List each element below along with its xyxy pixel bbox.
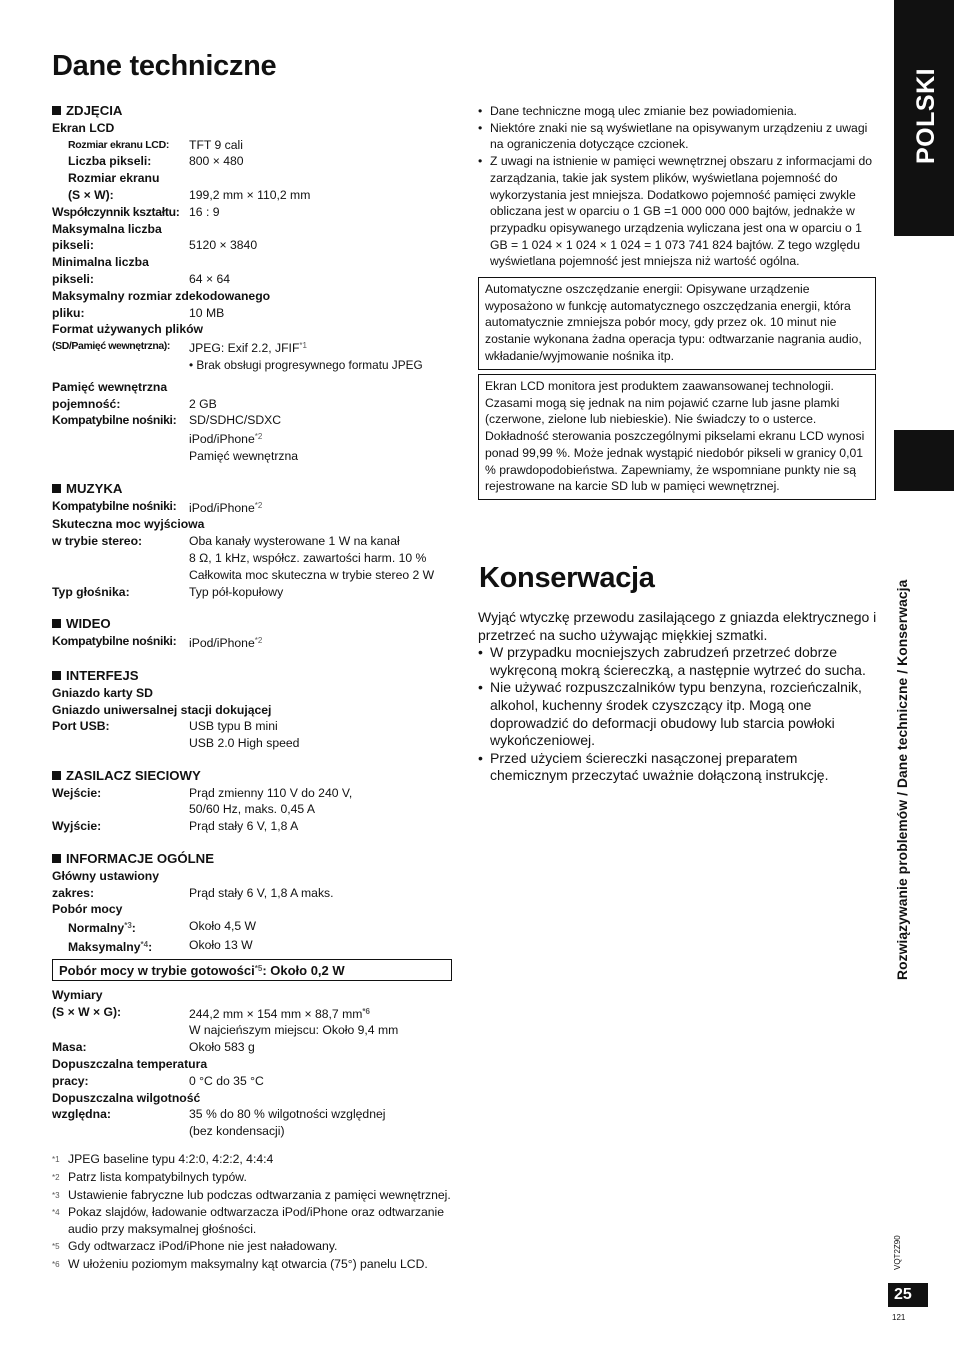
spec-label: Maksymalna liczba bbox=[52, 221, 162, 236]
spec-row: pikseli: 5120 × 3840 bbox=[52, 238, 258, 253]
spec-row: Port USB: USB typu B mini bbox=[52, 719, 278, 734]
page-number-badge bbox=[888, 1283, 928, 1307]
maintenance-title: Konserwacja bbox=[479, 562, 655, 594]
footnote: *6 W ułożeniu poziomym maksymalny kąt otwarcia (75°) panelu LCD. bbox=[52, 1256, 428, 1271]
list-item: • W przypadku mocniejszych zabrudzeń przetrzeć dobrze wykręconą mokrą ściereczką, a następnie wytrzeć do sucha. bbox=[478, 644, 878, 679]
maintenance-text bbox=[478, 609, 878, 785]
spec-label: Skuteczna moc wyjściowa bbox=[52, 517, 205, 532]
page-title: Dane techniczne bbox=[52, 50, 277, 82]
spec-row: pikseli: 64 × 64 bbox=[52, 271, 231, 286]
maintenance-intro: Wyjąć wtyczkę przewodu zasilającego z gniazda elektrycznego i przetrzeć na sucho używając miękkiej szmatki. bbox=[478, 609, 877, 643]
energy-saving-box: Automatyczne oszczędzanie energii: Opisywane urządzenie wyposażono w funkcję automatycznego oszczędzania energii, która automatycznie zmniejsza pobór mocy, gdy przez ok. 10 minut nie zostanie wykonana żadna operacja typu: odtwarzanie nagrania audio, wkładanie/wyjmowanie nośnika itp. bbox=[478, 277, 876, 370]
spec-row: USB 2.0 High speed bbox=[189, 736, 300, 751]
footnote: *2 Patrz lista kompatybilnych typów. bbox=[52, 1169, 247, 1184]
language-tab bbox=[894, 0, 954, 236]
spec-row: zakres: Prąd stały 6 V, 1,8 A maks. bbox=[52, 885, 334, 900]
section-label: Rozwiązywanie problemów / Dane techniczne / Konserwacja bbox=[895, 579, 910, 980]
spec-label: Dopuszczalna temperatura bbox=[52, 1057, 208, 1072]
spec-label: Minimalna liczba bbox=[52, 255, 149, 270]
section-wideo: WIDEO bbox=[52, 616, 452, 633]
spec-row: Całkowita moc skuteczna w trybie stereo 2 W bbox=[189, 567, 435, 582]
section-tab bbox=[894, 430, 954, 491]
spec-row: iPod/iPhone$^{*2}$ bbox=[189, 432, 263, 447]
section-zdjecia: ZDJĘCIA bbox=[52, 103, 452, 120]
lcd-info-box: Ekran LCD monitora jest produktem zaawansowanej technologii. Czasami mogą się jednak na nim pojawić czarne lub jasne plamki (czerwone, zielone lub niebieskie). Nie świadczy to o usterce. Dokładność sterowania poszczególnymi pikselami ekranu LCD wynosi ponad 99,99 %. Może jednak wystąpić niedobór pikseli w granicy 0,01 % prawdopodobieństwa. Zapewniamy, że wspomniane punkty nie są rejestrowane na karcie SD lub w pamięci wewnętrznej. bbox=[478, 374, 876, 500]
spec-row: (SD/Pamięć wewnętrzna): JPEG: Exif 2.2, JFIF$^{*1}$ bbox=[52, 340, 307, 356]
spec-row: Kompatybilne nośniki: iPod/iPhone$^{*2}$ bbox=[52, 634, 263, 651]
notes-list bbox=[478, 103, 876, 270]
spec-row: pojemność: 2 GB bbox=[52, 396, 217, 411]
spec-label: Wymiary bbox=[52, 987, 103, 1002]
page-number-small: 121 bbox=[892, 1313, 906, 1322]
spec-row: w trybie stereo: Oba kanały wysterowane 1 W na kanał bbox=[52, 534, 400, 549]
document-code: VQT2Z90 bbox=[893, 1235, 902, 1270]
footnotes bbox=[52, 1151, 452, 1274]
section-interfejs: INTERFEJS bbox=[52, 668, 452, 685]
spec-row: Współczynnik kształtu: 16 : 9 bbox=[52, 204, 220, 219]
spec-label: Ekran LCD bbox=[52, 120, 115, 135]
footnote: *3 Ustawienie fabryczne lub podczas odtwarzania z pamięci wewnętrznej. bbox=[52, 1187, 451, 1202]
spec-row: Pamięć wewnętrzna bbox=[189, 448, 299, 463]
spec-label: Pobór mocy bbox=[52, 902, 123, 917]
spec-row: pliku: 10 MB bbox=[52, 305, 225, 320]
page-number: 25 bbox=[894, 1286, 912, 1303]
spec-row: (S × W × G): 244,2 mm × 154 mm × 88,7 $mm^{*6}$ bbox=[52, 1004, 370, 1021]
footnote: *5 Gdy odtwarzacz iPod/iPhone nie jest naładowany. bbox=[52, 1238, 338, 1253]
square-bullet-icon bbox=[52, 619, 61, 628]
spec-row: Masa: Około 583 g bbox=[52, 1040, 255, 1055]
list-item: • Dane techniczne mogą ulec zmianie bez powiadomienia. bbox=[478, 103, 876, 120]
spec-row: Rozmiar ekranu LCD: TFT 9 cali bbox=[68, 137, 243, 152]
spec-row: 8 Ω, 1 kHz, współcz. zawartości harm. 10 % bbox=[189, 550, 427, 565]
spec-label: Maksymalny rozmiar zdekodowanego bbox=[52, 288, 271, 303]
square-bullet-icon bbox=[52, 771, 61, 780]
spec-row: Wyjście: Prąd stały 6 V, 1,8 A bbox=[52, 819, 299, 834]
footnote: *1 JPEG baseline typu 4:2:0, 4:2:2, 4:4:4 bbox=[52, 1152, 274, 1166]
section-zasilacz: ZASILACZ SIECIOWY bbox=[52, 768, 452, 785]
square-bullet-icon bbox=[52, 106, 61, 115]
spec-label: Format używanych plików bbox=[52, 322, 204, 337]
spec-row: Liczba pikseli: 800 × 480 bbox=[68, 154, 244, 169]
spec-row: pracy: 0 °C do 35 °C bbox=[52, 1073, 264, 1088]
language-label: POLSKI bbox=[912, 67, 940, 164]
spec-row: Maksymalny$^{*4}$: Około 13 W bbox=[68, 938, 253, 955]
square-bullet-icon bbox=[52, 671, 61, 680]
spec-row: • Brak obsługi progresywnego formatu JPEG bbox=[189, 357, 423, 372]
spec-row: względna: 35 % do 80 % wilgotności względnej bbox=[52, 1107, 386, 1122]
footnote: *4 Pokaz slajdów, ładowanie odtwarzacza iPod/iPhone oraz odtwarzanie audio przy maksymalnej głośności. bbox=[52, 1205, 445, 1237]
spec-row: Kompatybilne nośniki: iPod/iPhone$^{*2}$ bbox=[52, 498, 263, 515]
square-bullet-icon bbox=[52, 854, 61, 863]
list-item: • Nie używać rozpuszczalników typu benzyna, rozcieńczalnik, alkohol, kuchenny środek czyszczący itp. Mogą one doprowadzić do deformacji obudowy lub starcia powłoki wykończeniowej. bbox=[478, 679, 878, 749]
section-muzyka: MUZYKA bbox=[52, 481, 452, 498]
spec-label: Gniazdo uniwersalnej stacji dokującej bbox=[52, 702, 272, 717]
spec-label: Dopuszczalna wilgotność bbox=[52, 1090, 201, 1105]
square-bullet-icon bbox=[52, 484, 61, 493]
spec-label: Gniazdo karty SD bbox=[52, 685, 153, 700]
spec-row: (bez kondensacji) bbox=[189, 1124, 285, 1139]
list-item: • Niektóre znaki nie są wyświetlane na opisywanym urządzeniu z uwagi na ograniczenia dotyczące czcionek. bbox=[478, 120, 876, 153]
standby-power-box: Pobór mocy w trybie gotowości$^{*5}$: Około 0,2 W bbox=[52, 959, 452, 981]
spec-row: Wejście: Prąd zmienny 110 V do 240 V, bbox=[52, 785, 353, 800]
spec-row: Rozmiar ekranu bbox=[68, 171, 160, 186]
specs-column bbox=[52, 103, 452, 1140]
section-informacje: INFORMACJE OGÓLNE bbox=[52, 851, 452, 868]
spec-row: 50/60 Hz, maks. 0,45 A bbox=[189, 802, 316, 817]
spec-row: (S × W): 199,2 mm × 110,2 mm bbox=[68, 187, 311, 202]
spec-label: Główny ustawiony bbox=[52, 868, 159, 883]
list-item: • Z uwagi na istnienie w pamięci wewnętrznej obszaru z informacjami do zarządzania, takie jak system plików, wyświetlana pojemność do wykorzystania jest mniejsza. Dodatkowo pojemność pamięci zwykle obliczana jest w oparciu o 1 GB =1 000 000 000 bajtów, jednakże w przypadku opisywanego urządzenia wyliczana jest ona w oparciu o 1 GB = 1 024 × 1 024 × 1 024 = 1 073 741 824 bajtów. Z tego względu wyświetlana pojemność jest mniejsza niż wartość ogólna. bbox=[478, 153, 876, 270]
spec-label: Pamięć wewnętrzna bbox=[52, 379, 168, 394]
spec-row: Typ głośnika: Typ pół-kopułowy bbox=[52, 584, 284, 599]
spec-row: Normalny$^{*3}$: Około 4,5 W bbox=[68, 919, 257, 936]
list-item: • Przed użyciem ściereczki nasączonej preparatem chemicznym przeczytać uważnie dołączoną instrukcję. bbox=[478, 750, 878, 785]
spec-row: Kompatybilne nośniki: SD/SDHC/SDXC bbox=[52, 413, 282, 428]
spec-row: W najcieńszym miejscu: Około 9,4 mm bbox=[189, 1023, 399, 1038]
